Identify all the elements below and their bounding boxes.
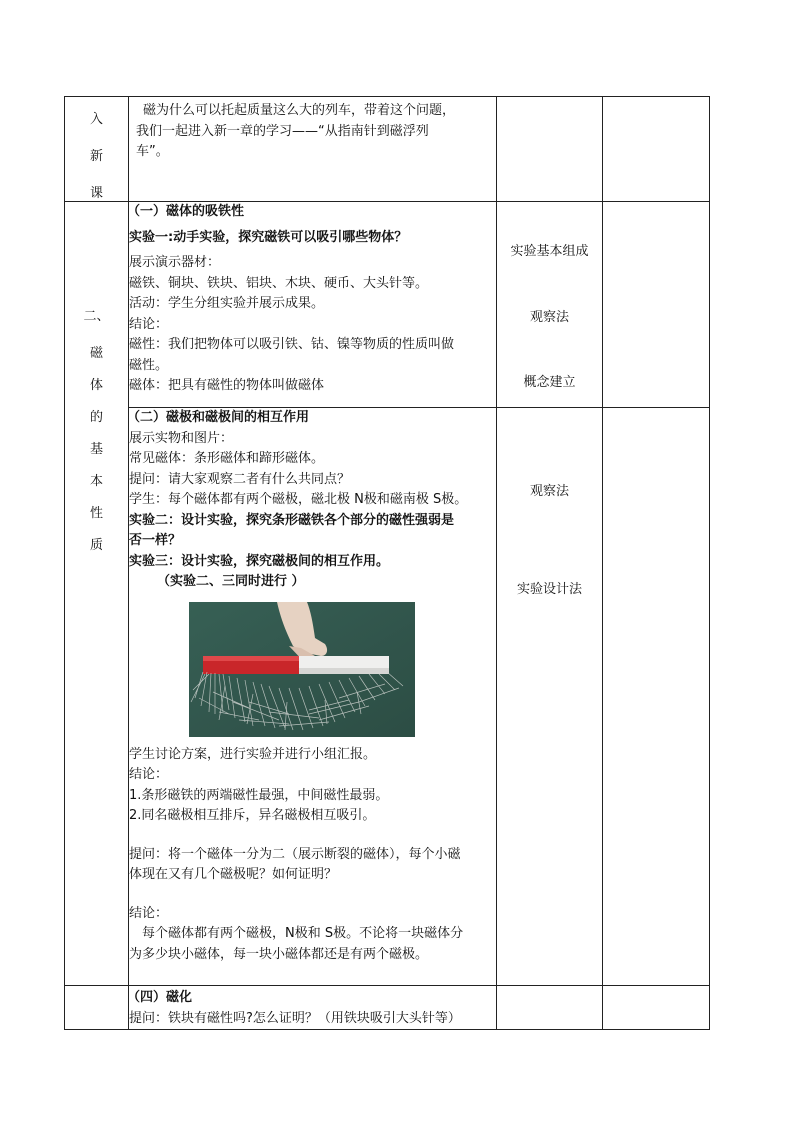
part4-line: 提问：铁块有磁性吗?怎么证明？（用铁块吸引大头针等） [129,1010,461,1026]
method-label: 实验设计法 [516,582,582,597]
part1-method-cell [497,202,603,408]
part2-line: 提问：将一个磁体一分为二（展示断裂的磁体），每个小磁 [129,846,461,862]
part2-line: 实验三：设计实验，探究磁极间的相互作用。 [129,553,390,569]
part1-line: 实验一:动手实验，探究磁铁可以吸引哪些物体？ [129,229,408,245]
part1-line: 磁体：把具有磁性的物体叫做磁体 [129,378,325,393]
intro-notes-cell [603,97,710,202]
part2-line: 常见磁体：条形磁体和蹄形磁体。 [129,451,325,466]
intro-heading-cell [65,97,129,202]
part1-line: 活动：学生分组实验并展示成果。 [129,296,325,311]
method-label: 实验基本组成 [510,244,589,259]
method-label: 观察法 [529,484,569,499]
part2-line: 结论： [129,767,169,782]
part2-row [65,408,710,986]
part2-method-cell [497,408,603,986]
part2-line: 学生讨论方案，进行实验并进行小组汇报。 [129,746,377,762]
part2-line: 1.条形磁铁的两端磁性最强，中间磁性最弱。 [129,787,389,803]
part4-method-cell [497,986,603,1030]
intro-method-cell [497,97,603,202]
lesson-plan-table [64,96,710,1030]
part1-row [65,202,710,408]
part1-line: 磁性。 [129,357,169,373]
heading-char: 本 [89,474,103,489]
intro-line: 车”。 [136,144,169,159]
heading-char: 基 [89,442,103,457]
heading-char: 课 [89,186,103,201]
heading-char: 的 [89,410,103,425]
heading-char: 性 [89,506,103,521]
part2-line: 每个磁体都有两个磁极，N极和 S极。不论将一块磁体分 [142,926,464,941]
intro-line: 我们一起进入新一章的学习——“从指南针到磁浮列 [136,123,429,139]
heading-char: 磁 [89,346,103,361]
method-label: 观察法 [529,310,569,325]
part2-line: 提问：请大家观察二者有什么共同点？ [129,471,351,487]
section2-heading-cell [65,202,129,986]
part4-title: （四）磁化 [127,990,193,1005]
part1-content-cell [129,202,497,408]
part2-notes-cell [603,408,710,986]
heading-char: 入 [89,112,103,127]
intro-row [65,97,710,202]
part2-content-cell [129,408,497,986]
part1-notes-cell [603,202,710,408]
part2-line: 为多少块小磁体，每一块小磁体都还是有两个磁极。 [129,946,429,962]
method-label: 概念建立 [523,375,576,390]
part2-line: 学生：每个磁体都有两个磁极，磁北极 N极和磁南极 S极。 [129,492,468,507]
part2-line: 结论： [129,905,169,921]
heading-char: 质 [89,538,103,553]
part1-title: （一）磁体的吸铁性 [127,204,245,219]
part2-title: （二）磁极和磁极间的相互作用 [127,410,310,425]
intro-content-cell [129,97,497,202]
part2-line: 否一样？ [129,533,182,548]
part1-line: 展示演示器材： [129,255,221,270]
magnet-pins-photo [189,602,415,737]
spacer [129,827,496,845]
part1-line: 磁性：我们把物体可以吸引铁、钴、镍等物质的性质叫做 [129,337,455,352]
part2-line: 实验二：设计实验，探究条形磁铁各个部分的磁性强弱是 [129,512,455,528]
part4-content-cell [129,986,497,1030]
intro-line: 磁为什么可以托起质量这么大的列车，带着这个问题， [143,103,456,118]
part2-line: 2.同名磁极相互排斥，异名磁极相互吸引。 [129,808,376,823]
heading-char: 二、 [83,309,110,324]
part2-line: 展示实物和图片： [129,430,234,446]
part4-heading-cell [65,986,129,1030]
part4-row [65,986,710,1030]
part2-line: （实验二、三同时进行 ） [157,574,305,589]
heading-char: 体 [89,378,103,393]
part1-line: 磁铁、铜块、铁块、铝块、木块、硬币、大头针等。 [129,275,429,291]
part1-line: 结论： [129,316,169,332]
spacer [129,886,496,904]
part2-line: 体现在又有几个磁极呢？如何证明？ [129,867,338,882]
part4-notes-cell [603,986,710,1030]
heading-char: 新 [89,149,103,164]
